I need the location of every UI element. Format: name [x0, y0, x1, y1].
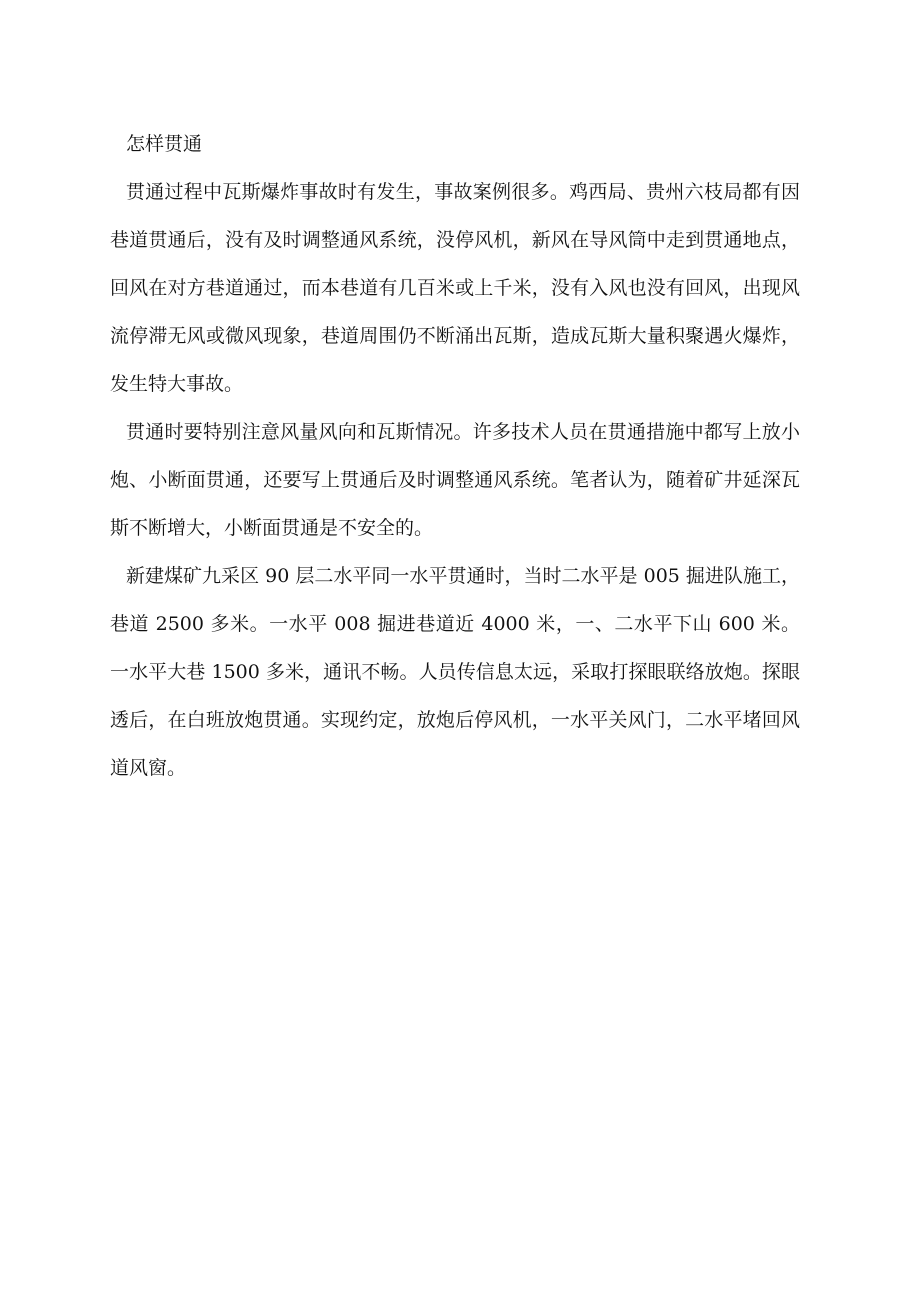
- paragraph-gas-explosion-cases: 贯通过程中瓦斯爆炸事故时有发生，事故案例很多。鸡西局、贵州六枝局都有因巷道贯通后，没有及时调整通风系统，没停风机，新风在导风筒中走到贯通地点，回风在对方巷道通过，而本巷道有几百米或上千米，没有入风也没有回风，出现风流停滞无风或微风现象，巷道周围仍不断涌出瓦斯，造成瓦斯大量积聚遇火爆炸，发生特大事故。: [110, 181, 800, 395]
- document-title: 怎样贯通: [126, 133, 203, 155]
- paragraph-airflow-attention: 贯通时要特别注意风量风向和瓦斯情况。许多技术人员在贯通措施中都写上放小炮、小断面贯通，还要写上贯通后及时调整通风系统。笔者认为，随着矿井延深瓦斯不断增大，小断面贯通是不安全的。: [110, 421, 800, 539]
- paragraph-xinjian-mine-case: 新建煤矿九采区 90 层二水平同一水平贯通时，当时二水平是 005 掘进队施工，巷道 2500 多米。一水平 008 掘进巷道近 4000 米，一、二水平下山 600 米。一水平大巷 1500 多米，通讯不畅。人员传信息太远，采取打探眼联络放炮。探眼透后，在白班放炮贯通。实现约定，放炮后停风机，一水平关风门，二水平堵回风道风窗。: [110, 565, 800, 779]
- document-body: [110, 120, 800, 792]
